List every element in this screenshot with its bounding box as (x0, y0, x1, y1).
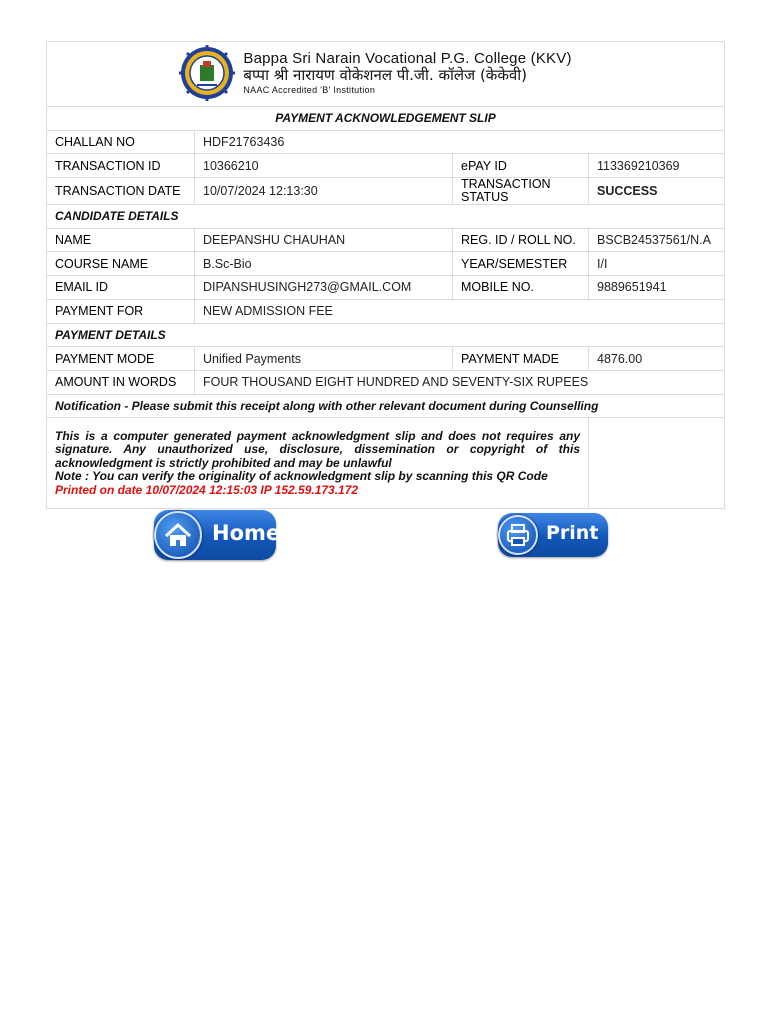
disclaimer-block (47, 418, 589, 509)
payment-mode-value: Unified Payments (195, 347, 453, 371)
home-icon (156, 513, 200, 557)
transaction-id-label: TRANSACTION ID (47, 154, 195, 178)
naac-accreditation: NAAC Accredited 'B' Institution (243, 84, 376, 95)
course-name-label: COURSE NAME (47, 252, 195, 276)
printer-icon (500, 517, 536, 553)
mobile-value: 9889651941 (589, 276, 725, 300)
payment-details-heading: PAYMENT DETAILS (47, 323, 725, 347)
course-name-value: B.Sc-Bio (195, 252, 453, 276)
college-name-english: Bappa Sri Narain Vocational P.G. College (KKV) (243, 50, 572, 68)
amount-words-value: FOUR THOUSAND EIGHT HUNDRED AND SEVENTY-SIX RUPEES (195, 370, 725, 394)
payment-slip-table (46, 41, 725, 509)
year-semester-label: YEAR/SEMESTER (453, 252, 589, 276)
name-label: NAME (47, 228, 195, 252)
epay-id-label: ePAY ID (453, 154, 589, 178)
transaction-date-label: TRANSACTION DATE (47, 178, 195, 205)
college-logo-icon (179, 45, 235, 101)
payment-for-value: NEW ADMISSION FEE (195, 299, 725, 323)
qr-note-text: Note : You can verify the originality of acknowledgment slip by scanning this QR Code (55, 469, 548, 483)
notification-text: Notification - Please submit this receipt along with other relevant document during Counselling (47, 394, 725, 418)
payment-made-label: PAYMENT MADE (453, 347, 589, 371)
college-name-hindi: बप्पा श्री नारायण वोकेशनल पी.जी. कॉलेज (केकेवी) (243, 66, 527, 85)
home-button[interactable] (154, 510, 281, 560)
college-header (47, 42, 725, 107)
email-label: EMAIL ID (47, 276, 195, 300)
slip-title: PAYMENT ACKNOWLEDGEMENT SLIP (47, 107, 725, 131)
reg-id-label: REG. ID / ROLL NO. (453, 228, 589, 252)
transaction-status-value: SUCCESS (589, 178, 725, 205)
mobile-label: MOBILE NO. (453, 276, 589, 300)
amount-words-label: AMOUNT IN WORDS (47, 370, 195, 394)
candidate-details-heading: CANDIDATE DETAILS (47, 205, 725, 229)
print-button-label: Print (546, 522, 599, 544)
transaction-date-value: 10/07/2024 12:13:30 (195, 178, 453, 205)
payment-mode-label: PAYMENT MODE (47, 347, 195, 371)
home-button-label: Home (212, 521, 281, 545)
year-semester-value: I/I (589, 252, 725, 276)
qr-code-cell (589, 418, 725, 509)
printed-on-text: Printed on date 10/07/2024 12:15:03 IP 152.59.173.172 (55, 482, 359, 497)
payment-made-value: 4876.00 (589, 347, 725, 371)
payment-for-label: PAYMENT FOR (47, 299, 195, 323)
disclaimer-text: This is a computer generated payment acknowledgment slip and does not requires any signature. Any unauthorized use, disclosure, dissemination or copyright of this acknowledgment is strictly prohibited and may be unlawful (55, 428, 580, 470)
name-value: DEEPANSHU CHAUHAN (195, 228, 453, 252)
challan-no-value: HDF21763436 (195, 130, 725, 154)
transaction-id-value: 10366210 (195, 154, 453, 178)
challan-no-label: CHALLAN NO (47, 130, 195, 154)
print-button[interactable] (498, 513, 608, 557)
reg-id-value: BSCB24537561/N.A (589, 228, 725, 252)
epay-id-value: 113369210369 (589, 154, 725, 178)
email-value: DIPANSHUSINGH273@GMAIL.COM (195, 276, 453, 300)
transaction-status-label: TRANSACTION STATUS (453, 178, 589, 205)
